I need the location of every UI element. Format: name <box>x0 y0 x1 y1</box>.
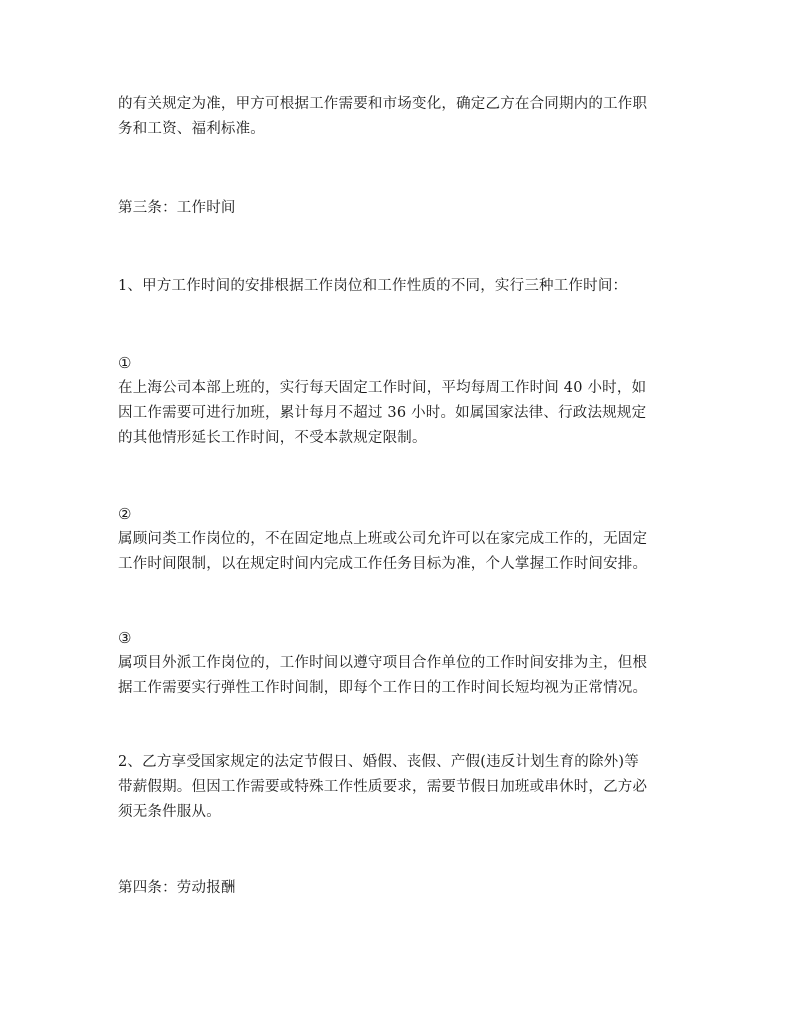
clause2-line-2: 带薪假期。但因工作需要或特殊工作性质要求，需要节假日加班或串休时，乙方必 <box>118 779 648 795</box>
clause1-paragraph <box>118 274 688 299</box>
item1-line-2: 因工作需要可进行加班，累计每月不超过 36 小时。如属国家法律、行政法规规定 <box>118 405 647 421</box>
article3-heading-text: 第三条：工作时间 <box>118 200 236 216</box>
item3-line-1: 属项目外派工作岗位的，工作时间以遵守项目合作单位的工作时间安排为主，但根 <box>118 655 648 671</box>
intro-line-1: 的有关规定为准，甲方可根据工作需要和市场变化，确定乙方在合同期内的工作职 <box>118 96 648 112</box>
item1-line-3: 的其他情形延长工作时间，不受本款规定限制。 <box>118 430 427 446</box>
intro-paragraph <box>118 92 688 142</box>
item2-line-1: 属顾问类工作岗位的，不在固定地点上班或公司允许可以在家完成工作的，无固定 <box>118 531 648 547</box>
item1-line-1: 在上海公司本部上班的，实行每天固定工作时间，平均每周工作时间 40 小时，如 <box>118 380 647 396</box>
article3-heading <box>118 196 688 221</box>
item3-marker: ③ <box>118 629 132 647</box>
clause1-item3 <box>118 626 688 701</box>
intro-line-2: 务和工资、福利标准。 <box>118 121 265 137</box>
clause2-paragraph <box>118 750 688 825</box>
item2-line-2: 工作时间限制，以在规定时间内完成工作任务目标为准，个人掌握工作时间安排。 <box>118 556 648 572</box>
clause2-line-1: 2、乙方享受国家规定的法定节假日、婚假、丧假、产假(违反计划生育的除外)等 <box>118 754 639 770</box>
clause1-item2 <box>118 502 688 577</box>
clause1-item1 <box>118 351 688 451</box>
item2-marker: ② <box>118 505 132 523</box>
article4-heading <box>118 876 688 901</box>
clause2-line-3: 须无条件服从。 <box>118 804 221 820</box>
item3-line-2: 据工作需要实行弹性工作时间制，即每个工作日的工作时间长短均视为正常情况。 <box>118 680 648 696</box>
item1-marker: ① <box>118 354 132 372</box>
article4-heading-text: 第四条：劳动报酬 <box>118 880 236 896</box>
clause1-text: 1、甲方工作时间的安排根据工作岗位和工作性质的不同，实行三种工作时间： <box>118 278 628 294</box>
